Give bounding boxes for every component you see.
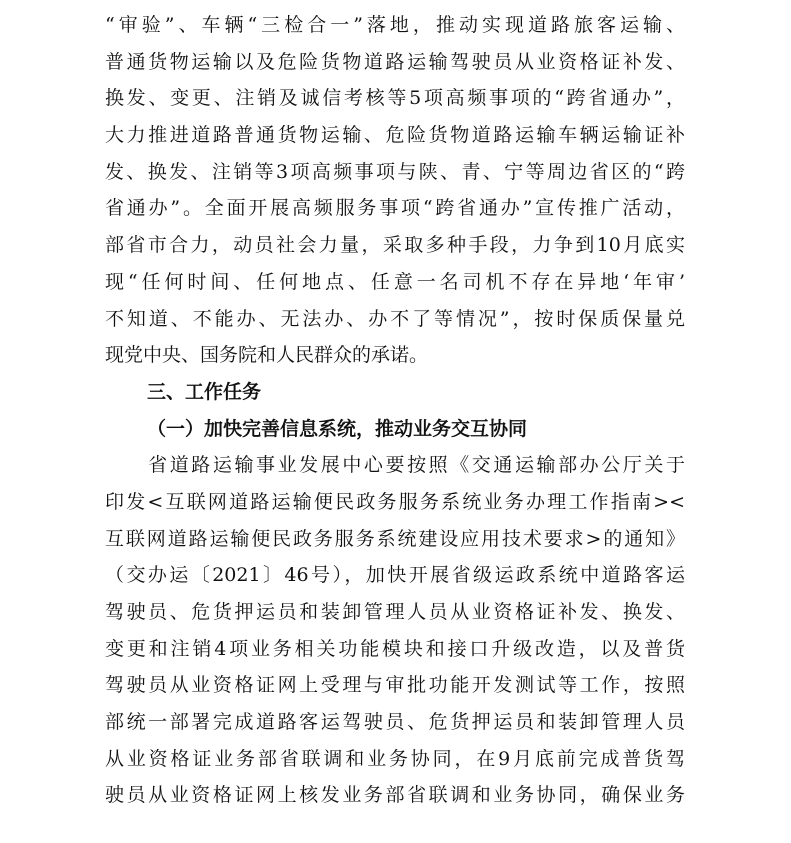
paragraph-line: 驾驶员从业资格证网上受理与审批功能开发测试等工作，按照 (105, 674, 685, 697)
paragraph-line: 现党中央、国务院和人民群众的承诺。 (105, 344, 429, 367)
subsection-heading: （一）加快完善信息系统，推动业务交互协同 (147, 417, 528, 440)
paragraph-line: 省道路运输事业发展中心要按照《交通运输部办公厅关于 (105, 454, 685, 477)
paragraph-line: 省通办”。全面开展高频服务事项“跨省通办”宣传推广活动， (105, 197, 685, 220)
section-heading: 三、工作任务 (147, 380, 262, 403)
paragraph-line: 驶员从业资格证网上核发业务部省联调和业务协同，确保业务 (105, 784, 685, 807)
paragraph-line: 变更和注销4项业务相关功能模块和接口升级改造，以及普货 (105, 637, 685, 660)
paragraph-line: 从业资格证业务部省联调和业务协同，在9月底前完成普货驾 (105, 747, 685, 770)
paragraph-line: 印发<互联网道路运输便民政务服务系统业务办理工作指南>< (105, 490, 685, 513)
paragraph-line: 发、换发、注销等3项高频事项与陕、青、宁等周边省区的“跨 (105, 160, 685, 183)
paragraph-line: 现“任何时间、任何地点、任意一名司机不存在异地‘年审’ (105, 270, 685, 293)
paragraph-line: 部统一部署完成道路客运驾驶员、危货押运员和装卸管理人员 (105, 711, 685, 734)
paragraph-line: （交办运〔2021〕46号），加快开展省级运政系统中道路客运 (105, 564, 685, 587)
paragraph-line: “审验”、车辆“三检合一”落地，推动实现道路旅客运输、 (105, 14, 685, 36)
paragraph-line: 换发、变更、注销及诚信考核等5项高频事项的“跨省通办”， (105, 87, 685, 110)
paragraph-line: 驾驶员、危货押运员和装卸管理人员从业资格证补发、换发、 (105, 601, 685, 623)
paragraph-line: 不知道、不能办、无法办、办不了等情况”，按时保质保量兑 (105, 307, 685, 330)
paragraph-line: 普通货物运输以及危险货物道路运输驾驶员从业资格证补发、 (105, 50, 685, 73)
paragraph-line: 部省市合力，动员社会力量，采取多种手段，力争到10月底实 (105, 234, 685, 257)
paragraph-line: 互联网道路运输便民政务服务系统建设应用技术要求>的通知》 (105, 527, 685, 550)
paragraph-line: 大力推进道路普通货物运输、危险货物道路运输车辆运输证补 (105, 124, 685, 147)
